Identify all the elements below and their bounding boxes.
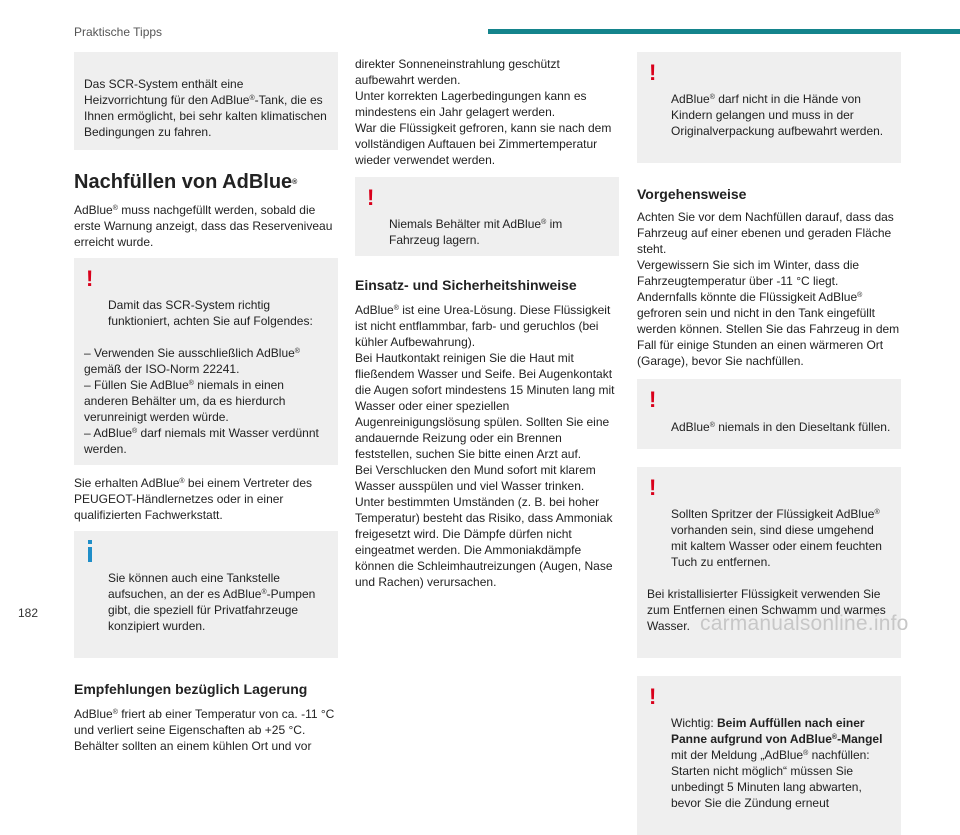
column-2 (355, 56, 619, 590)
warning-icon: ! (649, 387, 657, 412)
warning-behaelter-text: Niemals Behälter mit AdBlue® im Fahrzeug lagern. (389, 217, 563, 247)
info-tankstelle-text: Sie können auch eine Tankstelle aufsuchen, an der es AdBlue®-Pumpen gibt, die speziell für Privatfahrzeuge konzipiert wurden. (108, 571, 316, 633)
column-3 (637, 52, 901, 835)
warning-wichtig-text (647, 715, 891, 811)
heading-lagerung: Empfehlungen bezüglich Lagerung (74, 681, 308, 697)
warning-box-scr (74, 258, 338, 465)
warning-wichtig-bold: Beim Auffüllen nach einer Panne aufgrund von AdBlue®-Mangel (671, 716, 883, 746)
heading-vorgehensweise: Vorgehensweise (637, 186, 747, 202)
watermark: carmanualsonline.info (700, 612, 909, 635)
page-number: 182 (18, 606, 39, 620)
warning-icon: ! (367, 185, 375, 210)
paragraph-vorgehensweise: Achten Sie vor dem Nachfüllen darauf, dass das Fahrzeug auf einer ebenen und geraden Fläche steht. Vergewissern Sie sich im Winter, dass die Fahrzeugtemperatur über -11 °C liegt. Andernfalls könnte die Flüssigkeit AdBlue® gefroren sein und nicht in den Tank eingefüllt werden können. Stellen Sie das Fahrzeug in dem Fall für einige Stunden an einen wärmeren Ort (Garage), bevor Sie nachfüllen. (637, 210, 900, 368)
section-title: Praktische Tipps (74, 25, 163, 39)
warning-icon: ! (86, 266, 94, 291)
heading-nachfuellen: Nachfüllen von AdBlue® (74, 171, 298, 193)
warning-box-wichtig (637, 676, 901, 835)
warning-kinder-text: AdBlue® darf nicht in die Hände von Kindern gelangen und muss in der Originalverpackung aufbewahrt werden. (671, 92, 884, 138)
paragraph-sicherheit: AdBlue® ist eine Urea-Lösung. Diese Flüssigkeit ist nicht entflammbar, farb- und geruchlos (bei kühler Aufbewahrung). Bei Hautkontakt reinigen Sie die Haut mit fließendem Wasser und Seife. Bei Augenkontakt die Augen sofort mindestens 15 Minuten lang mit Wasser oder einer speziellen Augenreinigungslösung spülen. Sollten Sie eine andauernde Reizung oder ein Brennen feststellen, suchen Sie bitte einen Arzt auf. Bei Verschlucken den Mund sofort mit klarem Wasser ausspülen und viel Wasser trinken. Unter bestimmten Umständen (z. B. bei hoher Temperatur) besteht das Risiko, dass Ammoniak freigesetzt wird. Die Dämpfe dürfen nicht eingeatmet werden. Die Ammoniakdämpfe können die Schleimhautreizungen (Augen, Nase und Rachen) verursachen. (355, 303, 615, 589)
warning-spritzer-text: Sollten Spritzer der Flüssigkeit AdBlue® vorhanden sein, sind diese umgehend mit kaltem Wasser oder einem feuchten Tuch zu entfernen. (671, 507, 882, 569)
paragraph-nachfuellen: AdBlue® muss nachgefüllt werden, sobald die erste Warnung anzeigt, dass das Reserveniveau erreicht wurde. (74, 203, 333, 249)
paragraph-lagerung-cont: direkter Sonneneinstrahlung geschützt aufbewahrt werden. Unter korrekten Lagerbedingungen kann es mindestens ein Jahr gelagert werden. War die Flüssigkeit gefroren, kann sie nach dem vollständigen Auftauen bei Zimmertemperatur wieder verwendet werden. (355, 57, 612, 167)
warning-box-kinder (637, 52, 901, 163)
warning-icon: ! (649, 684, 657, 709)
info-box-tankstelle (74, 531, 338, 658)
warning-scr-list: – Verwenden Sie ausschließlich AdBlue® gemäß der ISO-Norm 22241. – Füllen Sie AdBlue® niemals in einen anderen Behälter um, da es hierdurch verunreinigt werden würde. – AdBlue® darf niemals mit Wasser verdünnt werden. (84, 346, 319, 456)
paragraph-vertreter: Sie erhalten AdBlue® bei einem Vertreter des PEUGEOT-Händlernetzes oder in einer qualifizierten Fachwerkstatt. (74, 476, 312, 522)
intro-info-text: Das SCR-System enthält eine Heizvorrichtung für den AdBlue®-Tank, die es Ihnen ermöglicht, bei sehr kalten klimatischen Bedingungen zu fahren. (84, 77, 327, 139)
paragraph-lagerung: AdBlue® friert ab einer Temperatur von ca. -11 °C und verliert seine Eigenschaften ab +25 °C. Behälter sollten an einem kühlen Ort und vor (74, 707, 335, 753)
intro-info-box (74, 52, 338, 150)
warning-scr-intro: Damit das SCR-System richtig funktioniert, achten Sie auf Folgendes: (108, 298, 313, 328)
header-accent-bar (488, 29, 960, 34)
warning-wichtig-lead: Wichtig: (671, 716, 718, 730)
heading-sicherheit: Einsatz- und Sicherheitshinweise (355, 277, 577, 293)
warning-icon: ! (649, 60, 657, 85)
warning-dieseltank-text: AdBlue® niemals in den Dieseltank füllen. (671, 420, 891, 434)
warning-wichtig-rest: mit der Meldung „AdBlue® nachfüllen: Starten nicht möglich“ müssen Sie unbedingt 5 Minuten lang abwarten, bevor Sie die Zündung erneut (671, 748, 870, 810)
info-icon (88, 540, 92, 562)
warning-box-dieseltank (637, 379, 901, 449)
warning-box-behaelter (355, 177, 619, 256)
warning-kristall-text: Bei kristallisierter Flüssigkeit verwenden Sie zum Entfernen einen Schwamm und warmes Wasser. (647, 587, 886, 633)
warning-icon: ! (649, 475, 657, 500)
column-1 (74, 52, 338, 754)
